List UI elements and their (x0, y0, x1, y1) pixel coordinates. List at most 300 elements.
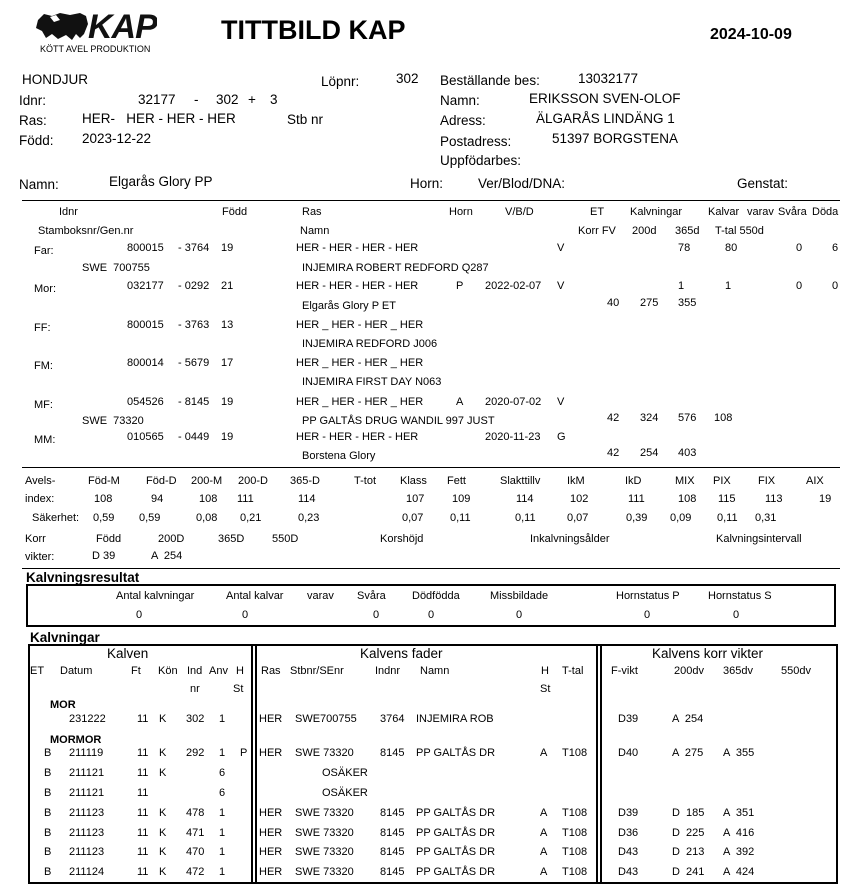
kr-datum: 211124 (69, 866, 105, 878)
kh-ind: Ind (187, 665, 203, 677)
kap-logo (30, 4, 157, 62)
kr-ras: HER (259, 807, 283, 819)
adress-value: ÄLGARÅS LINDÄNG 1 (536, 111, 675, 126)
kalvningar-divider (251, 644, 253, 884)
kr-kon: K (159, 827, 167, 839)
kr-fvikt: D39 (618, 713, 639, 725)
kr-value: 0 (516, 609, 523, 621)
ped-idnr: 054526 (127, 396, 164, 408)
kr-ras: HER (259, 846, 283, 858)
kr-et: B (44, 846, 52, 858)
ped-date: 2020-07-02 (485, 396, 542, 408)
ped-kalvningar: 1 (678, 280, 685, 292)
kr-ind: 471 (186, 827, 205, 839)
kr-anv: 1 (219, 866, 226, 878)
index-sakerhet: 0,11 (450, 512, 471, 524)
kr-fh: A (540, 807, 548, 819)
ped-korrfv: 42 (607, 447, 620, 459)
kr-stbnr: OSÄKER (322, 787, 368, 799)
kr-header: Missbildade (490, 590, 549, 602)
ped-200d: 275 (640, 297, 659, 309)
kr-ft: 11 (137, 866, 149, 878)
ped-ras: HER - HER - HER - HER (296, 242, 419, 254)
ped-ras: HER _ HER - HER _ HER (296, 319, 424, 331)
kr-namn: PP GALTÅS DR (416, 807, 496, 819)
korr-h-fodd: Född (96, 533, 122, 545)
mormor-label: MORMOR (50, 734, 102, 746)
index-header: Föd-M (88, 475, 120, 487)
animal-heading: HONDJUR (22, 72, 88, 87)
kr-datum: 231222 (69, 713, 106, 725)
ped-h-stambok: Stamboksnr/Gen.nr (38, 225, 134, 237)
ped-h-200d: 200d (632, 225, 657, 237)
kh-datum: Datum (60, 665, 93, 677)
kr-ras: HER (259, 827, 283, 839)
postadress-label: Postadress: (440, 134, 512, 149)
kh-550dv: 550dv (781, 665, 811, 677)
kr-kon: K (159, 846, 167, 858)
kr-ttal: T108 (562, 747, 588, 759)
ped-idnr-suffix: - 3763 (178, 319, 210, 331)
ped-fodd-year: 17 (221, 357, 234, 369)
ped-horn: P (456, 280, 464, 292)
ras-label: Ras: (19, 113, 47, 128)
ped-idnr: 800014 (127, 357, 164, 369)
ped-200d: 254 (640, 447, 659, 459)
kr-200dv: D 185 (672, 807, 705, 819)
kh-indnr: Indnr (375, 665, 401, 677)
divider-line (22, 568, 840, 569)
ped-fodd-year: 13 (221, 319, 234, 331)
kr-anv: 1 (219, 713, 226, 725)
kr-indnr: 8145 (380, 807, 405, 819)
idnr-dash: - (194, 92, 199, 107)
ped-fodd-year: 19 (221, 396, 234, 408)
kr-anv: 1 (219, 807, 226, 819)
ped-namn: Elgarås Glory P ET (302, 300, 396, 312)
kr-datum: 211119 (69, 747, 104, 759)
index-header: MIX (675, 475, 695, 487)
ped-h-ttal: T-tal 550d (715, 225, 764, 237)
kalvningar-divider (255, 644, 257, 884)
index-header: T-tot (354, 475, 377, 487)
kh-365dv: 365dv (723, 665, 753, 677)
kh-200dv: 200dv (674, 665, 704, 677)
kr-header: Antal kalvningar (116, 590, 195, 602)
kr-header: Svåra (357, 590, 386, 602)
ped-idnr-suffix: - 0449 (178, 431, 210, 443)
ped-label: Far: (34, 245, 54, 257)
adress-label: Adress: (440, 113, 486, 128)
ped-365d: 355 (678, 297, 697, 309)
kr-namn: PP GALTÅS DR (416, 827, 496, 839)
kr-200dv: D 213 (672, 846, 705, 858)
kr-fh: A (540, 866, 548, 878)
index-value: 113 (765, 493, 783, 505)
ped-ras: HER _ HER - HER _ HER (296, 396, 424, 408)
kh-et: ET (30, 665, 45, 677)
mor-label: MOR (50, 699, 76, 711)
kh-h: H (236, 665, 244, 677)
kr-indnr: 8145 (380, 866, 405, 878)
ped-vbd: V (557, 280, 565, 292)
bestallande-value: 13032177 (578, 71, 639, 86)
ped-365d: 403 (678, 447, 697, 459)
ped-h-doda: Döda (812, 206, 839, 218)
korr-h-korshojd: Korshöjd (380, 533, 424, 545)
ped-svara: 0 (796, 242, 803, 254)
kr-fh: A (540, 747, 548, 759)
kr-value: 0 (373, 609, 380, 621)
kr-ttal: T108 (562, 866, 588, 878)
index-header: AIX (806, 475, 824, 487)
ped-idnr: 800015 (127, 242, 164, 254)
owner-namn-label: Namn: (440, 93, 480, 108)
ped-label: MF: (34, 399, 53, 411)
kh-anv: Anv (209, 665, 228, 677)
korr-h-550d: 550D (272, 533, 299, 545)
kr-value: 0 (428, 609, 435, 621)
ped-idnr-suffix: - 8145 (178, 396, 210, 408)
divider-line (22, 467, 840, 468)
fodd-value: 2023-12-22 (82, 131, 152, 146)
lopnr-label: Löpnr: (321, 74, 360, 89)
ped-h-ras: Ras (302, 206, 322, 218)
ped-h-365d: 365d (675, 225, 700, 237)
kr-ft: 11 (137, 807, 149, 819)
ped-idnr-suffix: - 3764 (178, 242, 210, 254)
ped-idnr-suffix: - 0292 (178, 280, 210, 292)
uppfodarbes-label: Uppfödarbes: (440, 153, 522, 168)
kr-365dv: A 392 (723, 846, 755, 858)
index-value: 102 (570, 493, 589, 505)
kr-datum: 211123 (69, 846, 105, 858)
kr-kon: K (159, 713, 167, 725)
kr-200dv: D 225 (672, 827, 705, 839)
idnr-plus: + (248, 92, 256, 107)
kr-fvikt: D39 (618, 807, 639, 819)
ped-h-idnr: Idnr (59, 206, 78, 218)
horn-label: Horn: (410, 176, 444, 191)
kr-et: B (44, 866, 52, 878)
idnr-part-a: 32177 (138, 92, 176, 107)
korr-v-fodd: D 39 (92, 550, 116, 562)
kr-anv: 1 (219, 846, 226, 858)
index-sakerhet: 0,09 (670, 512, 692, 524)
kr-header: Antal kalvar (226, 590, 284, 602)
ped-ras: HER _ HER - HER _ HER (296, 357, 424, 369)
group-kalvens-korr-vikter: Kalvens korr vikter (652, 646, 764, 661)
index-header: Slakttillv (500, 475, 541, 487)
group-kalvens-fader: Kalvens fader (360, 646, 443, 661)
kr-datum: 211123 (69, 827, 105, 839)
ped-namn: PP GALTÅS DRUG WANDIL 997 JUST (302, 415, 495, 427)
index-value: 111 (237, 493, 254, 505)
avels-label: Avels- (25, 475, 56, 487)
stbnr-label: Stb nr (287, 112, 324, 127)
kr-365dv: A 416 (723, 827, 755, 839)
ped-kalvar: 80 (725, 242, 738, 254)
kr-value: 0 (644, 609, 651, 621)
kr-stbnr: SWE 73320 (295, 827, 354, 839)
kh-ttal: T-tal (562, 665, 584, 677)
kr-anv: 6 (219, 767, 226, 779)
kr-ras: HER (259, 713, 283, 725)
ped-fodd-year: 19 (221, 431, 234, 443)
index-value: 107 (406, 493, 425, 505)
kh-kon: Kön (158, 665, 178, 677)
idnr-label: Idnr: (19, 93, 47, 108)
ped-label: Mor: (34, 283, 56, 295)
divider-line (22, 200, 840, 201)
ped-ras: HER - HER - HER - HER (296, 280, 419, 292)
ped-h-korrfv: Korr FV (578, 225, 616, 237)
bestallande-label: Beställande bes: (440, 73, 540, 88)
kr-value: 0 (733, 609, 740, 621)
kr-ind: 472 (186, 866, 205, 878)
kr-header: Hornstatus S (708, 590, 772, 602)
korr-h-200d: 200D (158, 533, 185, 545)
report-date: 2024-10-09 (710, 26, 792, 43)
index-header: Fett (447, 475, 466, 487)
kr-header: Dödfödda (412, 590, 460, 602)
index-header: IkD (625, 475, 642, 487)
kr-ras: HER (259, 747, 283, 759)
kr-stbnr: SWE 73320 (295, 747, 354, 759)
kr-kon: K (159, 747, 167, 759)
idnr-part-c: 3 (270, 92, 278, 107)
kr-kon: K (159, 767, 167, 779)
ped-h-horn: Horn (449, 206, 473, 218)
index-header: 200-M (191, 475, 223, 487)
kr-et: B (44, 747, 52, 759)
idnr-part-b: 302 (216, 92, 239, 107)
ped-vbd: V (557, 396, 565, 408)
kr-datum: 211123 (69, 807, 105, 819)
ped-h-fodd: Född (222, 206, 248, 218)
kr-datum: 211121 (69, 787, 105, 799)
index-value: 108 (94, 493, 113, 505)
index-value: 114 (516, 493, 534, 505)
kr-anv: 6 (219, 787, 226, 799)
index-value: 108 (678, 493, 697, 505)
korr-label: Korr (25, 533, 46, 545)
ped-idnr: 010565 (127, 431, 164, 443)
ped-svara: 0 (796, 280, 803, 292)
index-header: IkM (567, 475, 585, 487)
ped-h-svara: Svåra (778, 206, 807, 218)
ped-idnr: 032177 (127, 280, 164, 292)
kr-kon: K (159, 866, 167, 878)
kr-fh: A (540, 827, 548, 839)
lopnr-value: 302 (396, 71, 419, 86)
ped-h-et: ET (590, 206, 605, 218)
kalvningar-divider (600, 644, 602, 884)
korr-h-inkalv: Inkalvningsålder (530, 533, 610, 545)
kh-namn: Namn (420, 665, 450, 677)
page-title: TITTBILD KAP (221, 15, 406, 45)
index-sakerhet: 0,11 (515, 512, 536, 524)
kr-value: 0 (242, 609, 249, 621)
kr-header: Hornstatus P (616, 590, 680, 602)
ped-stambok: SWE 73320 (82, 415, 144, 427)
kr-ft: 11 (137, 767, 149, 779)
index-value: 111 (628, 493, 645, 505)
kalvningsresultat-title: Kalvningsresultat (26, 570, 140, 585)
kr-indnr: 3764 (380, 713, 405, 725)
kr-datum: 211121 (69, 767, 105, 779)
index-header: 365-D (290, 475, 320, 487)
kr-value: 0 (136, 609, 143, 621)
kr-stbnr: OSÄKER (322, 767, 368, 779)
kr-et: B (44, 827, 52, 839)
ped-idnr-suffix: - 5679 (178, 357, 210, 369)
logo-subtitle: KÖTT AVEL PRODUKTION (40, 44, 151, 54)
kr-ind: 302 (186, 713, 205, 725)
kr-indnr: 8145 (380, 827, 405, 839)
kr-ft: 11 (137, 787, 149, 799)
index-value: 114 (298, 493, 316, 505)
ped-doda: 6 (832, 242, 839, 254)
index-sakerhet: 0,08 (196, 512, 218, 524)
kr-365dv: A 351 (723, 807, 755, 819)
index-sakerhet: 0,07 (567, 512, 589, 524)
postadress-value: 51397 BORGSTENA (552, 131, 679, 146)
ped-ttal: 108 (714, 412, 733, 424)
kr-ft: 11 (137, 747, 149, 759)
ped-label: MM: (34, 434, 56, 446)
kh-ras: Ras (261, 665, 281, 677)
ped-h-vbd: V/B/D (505, 206, 534, 218)
korr-h-kalvint: Kalvningsintervall (716, 533, 802, 545)
kr-fvikt: D36 (618, 827, 639, 839)
index-value: 19 (819, 493, 832, 505)
ped-fodd-year: 21 (221, 280, 234, 292)
namn-label: Namn: (19, 177, 59, 192)
ped-200d: 324 (640, 412, 659, 424)
korr-v-200d: A 254 (151, 550, 183, 562)
index-value: 115 (718, 493, 736, 505)
ped-vbd: V (557, 242, 565, 254)
kr-namn: PP GALTÅS DR (416, 846, 496, 858)
index-header: 200-D (238, 475, 268, 487)
ped-namn: Borstena Glory (302, 450, 376, 462)
ras-value: HER- HER - HER - HER (82, 111, 236, 126)
ped-h-namn: Namn (300, 225, 330, 237)
namn-value: Elgarås Glory PP (109, 174, 213, 189)
ped-date: 2020-11-23 (485, 431, 541, 443)
kr-ind: 470 (186, 846, 205, 858)
kr-ft: 11 (137, 713, 149, 725)
ped-h-kalvar: Kalvar (708, 206, 740, 218)
index-value: 94 (151, 493, 164, 505)
fodd-label: Född: (19, 133, 54, 148)
kr-200dv: A 254 (672, 713, 704, 725)
kr-365dv: A 355 (723, 747, 755, 759)
vikter-label: vikter: (25, 551, 55, 563)
kr-stbnr: SWE 73320 (295, 866, 354, 878)
index-sakerhet: 0,11 (717, 512, 738, 524)
kr-ind: 292 (186, 747, 205, 759)
ped-kalvar: 1 (725, 280, 732, 292)
ped-date: 2022-02-07 (485, 280, 542, 292)
korr-h-365d: 365D (218, 533, 245, 545)
ped-stambok: SWE 700755 (82, 262, 150, 274)
kr-fvikt: D40 (618, 747, 639, 759)
kr-stbnr: SWE 73320 (295, 807, 354, 819)
kr-ras: HER (259, 866, 283, 878)
index-sakerhet: 0,07 (402, 512, 424, 524)
index-sakerhet: 0,59 (139, 512, 161, 524)
kr-et: B (44, 807, 52, 819)
kr-indnr: 8145 (380, 747, 405, 759)
kr-namn: INJEMIRA ROB (416, 713, 494, 725)
kr-namn: PP GALTÅS DR (416, 866, 496, 878)
index-header: Klass (400, 475, 427, 487)
kr-et: B (44, 787, 52, 799)
svg-text:KAP: KAP (88, 8, 157, 46)
kh-st: St (233, 683, 244, 695)
kr-header: varav (307, 590, 334, 602)
ped-label: FM: (34, 360, 53, 372)
index-label: index: (25, 493, 55, 505)
ped-fodd-year: 19 (221, 242, 234, 254)
kr-ft: 11 (137, 827, 149, 839)
kh-stbnr: Stbnr/SEnr (290, 665, 344, 677)
kalvningar-title: Kalvningar (30, 630, 100, 645)
genstat-label: Genstat: (737, 176, 789, 191)
kr-anv: 1 (219, 747, 226, 759)
group-kalven: Kalven (107, 646, 149, 661)
kr-ttal: T108 (562, 827, 588, 839)
kr-ttal: T108 (562, 807, 588, 819)
kr-ft: 11 (137, 846, 149, 858)
kr-h: P (240, 747, 248, 759)
ped-ras: HER - HER - HER - HER (296, 431, 419, 443)
kr-200dv: D 241 (672, 866, 705, 878)
index-sakerhet: 0,23 (298, 512, 320, 524)
kh-nr: nr (190, 683, 200, 695)
ped-idnr: 800015 (127, 319, 164, 331)
index-sakerhet: 0,39 (626, 512, 648, 524)
ped-horn: A (456, 396, 464, 408)
kr-anv: 1 (219, 827, 226, 839)
index-sakerhet: 0,59 (93, 512, 115, 524)
kr-ind: 478 (186, 807, 205, 819)
ped-365d: 576 (678, 412, 697, 424)
kh-fvikt: F-vikt (611, 665, 638, 677)
ped-namn: INJEMIRA ROBERT REDFORD Q287 (302, 262, 489, 274)
kalvningar-divider (596, 644, 598, 884)
index-value: 108 (199, 493, 218, 505)
index-sakerhet: 0,21 (240, 512, 262, 524)
sakerhet-label: Säkerhet: (32, 512, 80, 524)
index-value: 109 (452, 493, 471, 505)
kr-200dv: A 275 (672, 747, 704, 759)
index-header: Föd-D (146, 475, 177, 487)
kr-365dv: A 424 (723, 866, 755, 878)
ped-doda: 0 (832, 280, 839, 292)
owner-namn-value: ERIKSSON SVEN-OLOF (529, 91, 681, 106)
kr-namn: PP GALTÅS DR (416, 747, 496, 759)
verblod-label: Ver/Blod/DNA: (478, 176, 566, 191)
ped-namn: INJEMIRA REDFORD J006 (302, 338, 438, 350)
kr-indnr: 8145 (380, 846, 405, 858)
ped-korrfv: 42 (607, 412, 620, 424)
kr-fvikt: D43 (618, 866, 639, 878)
kr-et: B (44, 767, 52, 779)
ped-namn: INJEMIRA FIRST DAY N063 (302, 376, 442, 388)
